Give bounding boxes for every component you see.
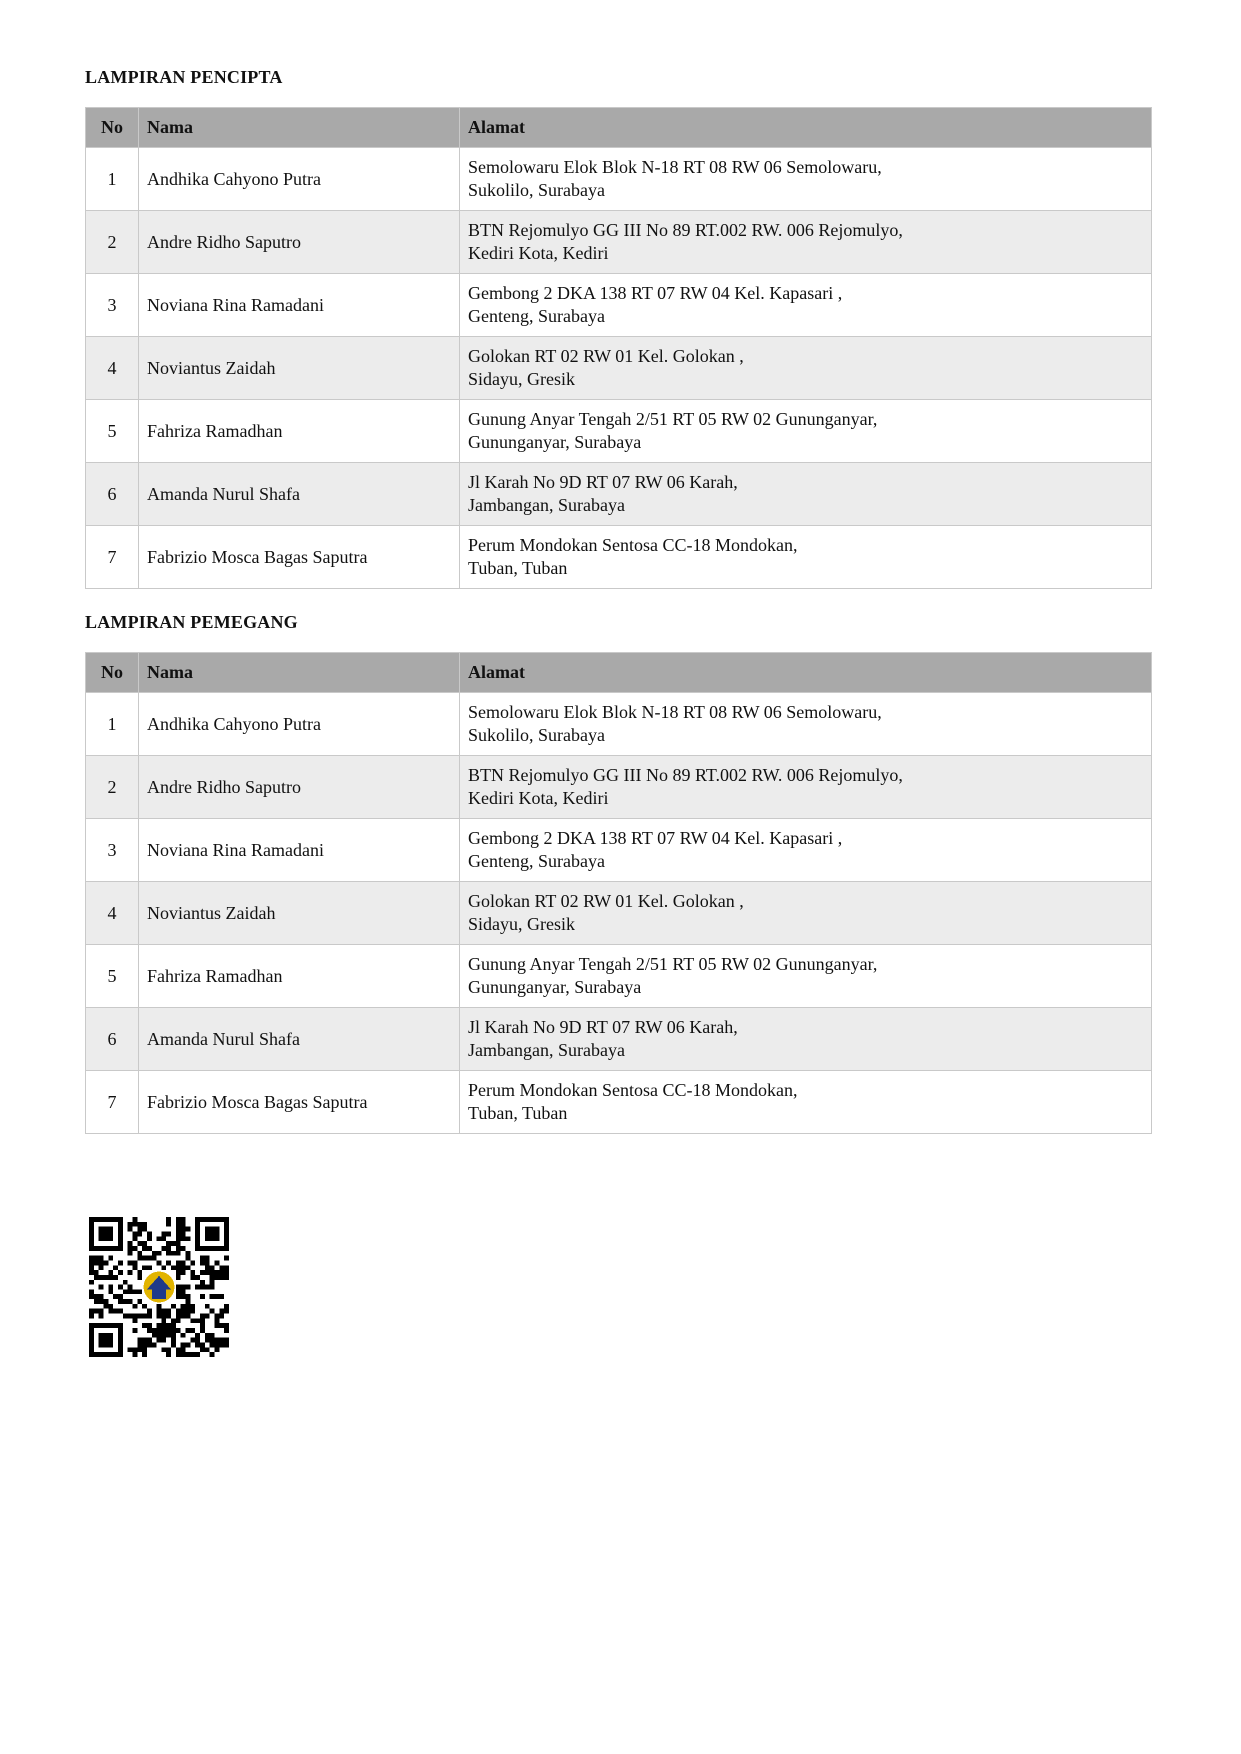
alamat-line-1: Semolowaru Elok Blok N-18 RT 08 RW 06 Semolowaru, — [468, 157, 882, 177]
row-no: 7 — [86, 526, 139, 589]
alamat-line-1: Jl Karah No 9D RT 07 RW 06 Karah, — [468, 1017, 738, 1037]
row-alamat — [460, 882, 1152, 945]
alamat-line-2: Kediri Kota, Kediri — [468, 243, 609, 263]
alamat-line-2: Kediri Kota, Kediri — [468, 788, 609, 808]
alamat-line-2: Gununganyar, Surabaya — [468, 432, 642, 452]
row-no: 4 — [86, 882, 139, 945]
table-header-row — [86, 653, 1152, 693]
row-no: 1 — [86, 693, 139, 756]
row-no: 7 — [86, 1071, 139, 1134]
alamat-line-2: Genteng, Surabaya — [468, 306, 605, 326]
alamat-line-1: Jl Karah No 9D RT 07 RW 06 Karah, — [468, 472, 738, 492]
qr-code-icon — [89, 1217, 229, 1357]
table-row — [86, 756, 1152, 819]
pemegang-table — [85, 652, 1152, 1134]
alamat-line-2: Sukolilo, Surabaya — [468, 725, 605, 745]
table-row — [86, 1008, 1152, 1071]
row-nama: Noviana Rina Ramadani — [139, 274, 460, 337]
table-row — [86, 819, 1152, 882]
table-row — [86, 400, 1152, 463]
table-row — [86, 1071, 1152, 1134]
row-nama: Amanda Nurul Shafa — [139, 463, 460, 526]
row-no: 1 — [86, 148, 139, 211]
table-row — [86, 693, 1152, 756]
table-row — [86, 526, 1152, 589]
row-nama: Amanda Nurul Shafa — [139, 1008, 460, 1071]
emblem-icon — [144, 1272, 175, 1303]
row-nama: Fahriza Ramadhan — [139, 400, 460, 463]
row-alamat — [460, 211, 1152, 274]
alamat-line-2: Genteng, Surabaya — [468, 851, 605, 871]
table-row — [86, 148, 1152, 211]
row-alamat — [460, 463, 1152, 526]
row-nama: Andre Ridho Saputro — [139, 211, 460, 274]
table-row — [86, 274, 1152, 337]
header-nama: Nama — [139, 108, 460, 148]
header-no: No — [86, 653, 139, 693]
row-alamat — [460, 756, 1152, 819]
row-nama: Andhika Cahyono Putra — [139, 693, 460, 756]
alamat-line-2: Sidayu, Gresik — [468, 914, 575, 934]
alamat-line-1: BTN Rejomulyo GG III No 89 RT.002 RW. 006 Rejomulyo, — [468, 220, 903, 240]
row-nama: Andhika Cahyono Putra — [139, 148, 460, 211]
alamat-line-1: Gunung Anyar Tengah 2/51 RT 05 RW 02 Gununganyar, — [468, 954, 878, 974]
row-alamat — [460, 337, 1152, 400]
row-no: 4 — [86, 337, 139, 400]
row-alamat — [460, 526, 1152, 589]
alamat-line-1: Golokan RT 02 RW 01 Kel. Golokan , — [468, 891, 744, 911]
row-no: 6 — [86, 1008, 139, 1071]
row-alamat — [460, 693, 1152, 756]
alamat-line-2: Gununganyar, Surabaya — [468, 977, 642, 997]
table-header-row — [86, 108, 1152, 148]
alamat-line-1: Gembong 2 DKA 138 RT 07 RW 04 Kel. Kapasari , — [468, 828, 843, 848]
table-row — [86, 463, 1152, 526]
row-nama: Fabrizio Mosca Bagas Saputra — [139, 526, 460, 589]
row-no: 2 — [86, 211, 139, 274]
header-alamat: Alamat — [460, 108, 1152, 148]
header-no: No — [86, 108, 139, 148]
row-nama: Noviana Rina Ramadani — [139, 819, 460, 882]
header-alamat: Alamat — [460, 653, 1152, 693]
table-row — [86, 882, 1152, 945]
row-alamat — [460, 274, 1152, 337]
row-alamat — [460, 148, 1152, 211]
row-nama: Fabrizio Mosca Bagas Saputra — [139, 1071, 460, 1134]
row-alamat — [460, 1071, 1152, 1134]
alamat-line-1: Perum Mondokan Sentosa CC-18 Mondokan, — [468, 535, 798, 555]
alamat-line-2: Sukolilo, Surabaya — [468, 180, 605, 200]
alamat-line-1: Perum Mondokan Sentosa CC-18 Mondokan, — [468, 1080, 798, 1100]
alamat-line-2: Sidayu, Gresik — [468, 369, 575, 389]
alamat-line-2: Tuban, Tuban — [468, 558, 568, 578]
alamat-line-1: BTN Rejomulyo GG III No 89 RT.002 RW. 006 Rejomulyo, — [468, 765, 903, 785]
alamat-line-1: Gembong 2 DKA 138 RT 07 RW 04 Kel. Kapasari , — [468, 283, 843, 303]
row-alamat — [460, 945, 1152, 1008]
table-row — [86, 337, 1152, 400]
row-no: 2 — [86, 756, 139, 819]
alamat-line-2: Jambangan, Surabaya — [468, 1040, 625, 1060]
alamat-line-1: Semolowaru Elok Blok N-18 RT 08 RW 06 Semolowaru, — [468, 702, 882, 722]
row-no: 3 — [86, 819, 139, 882]
alamat-line-1: Gunung Anyar Tengah 2/51 RT 05 RW 02 Gununganyar, — [468, 409, 878, 429]
table-row — [86, 945, 1152, 1008]
row-no: 3 — [86, 274, 139, 337]
row-alamat — [460, 1008, 1152, 1071]
pencipta-table — [85, 107, 1152, 589]
row-nama: Andre Ridho Saputro — [139, 756, 460, 819]
alamat-line-1: Golokan RT 02 RW 01 Kel. Golokan , — [468, 346, 744, 366]
row-no: 5 — [86, 400, 139, 463]
row-nama: Noviantus Zaidah — [139, 337, 460, 400]
header-nama: Nama — [139, 653, 460, 693]
table-row — [86, 211, 1152, 274]
row-alamat — [460, 400, 1152, 463]
alamat-line-2: Tuban, Tuban — [468, 1103, 568, 1123]
row-nama: Noviantus Zaidah — [139, 882, 460, 945]
pencipta-title: LAMPIRAN PENCIPTA — [85, 67, 283, 87]
row-nama: Fahriza Ramadhan — [139, 945, 460, 1008]
row-alamat — [460, 819, 1152, 882]
row-no: 5 — [86, 945, 139, 1008]
alamat-line-2: Jambangan, Surabaya — [468, 495, 625, 515]
row-no: 6 — [86, 463, 139, 526]
pemegang-title: LAMPIRAN PEMEGANG — [85, 612, 298, 632]
